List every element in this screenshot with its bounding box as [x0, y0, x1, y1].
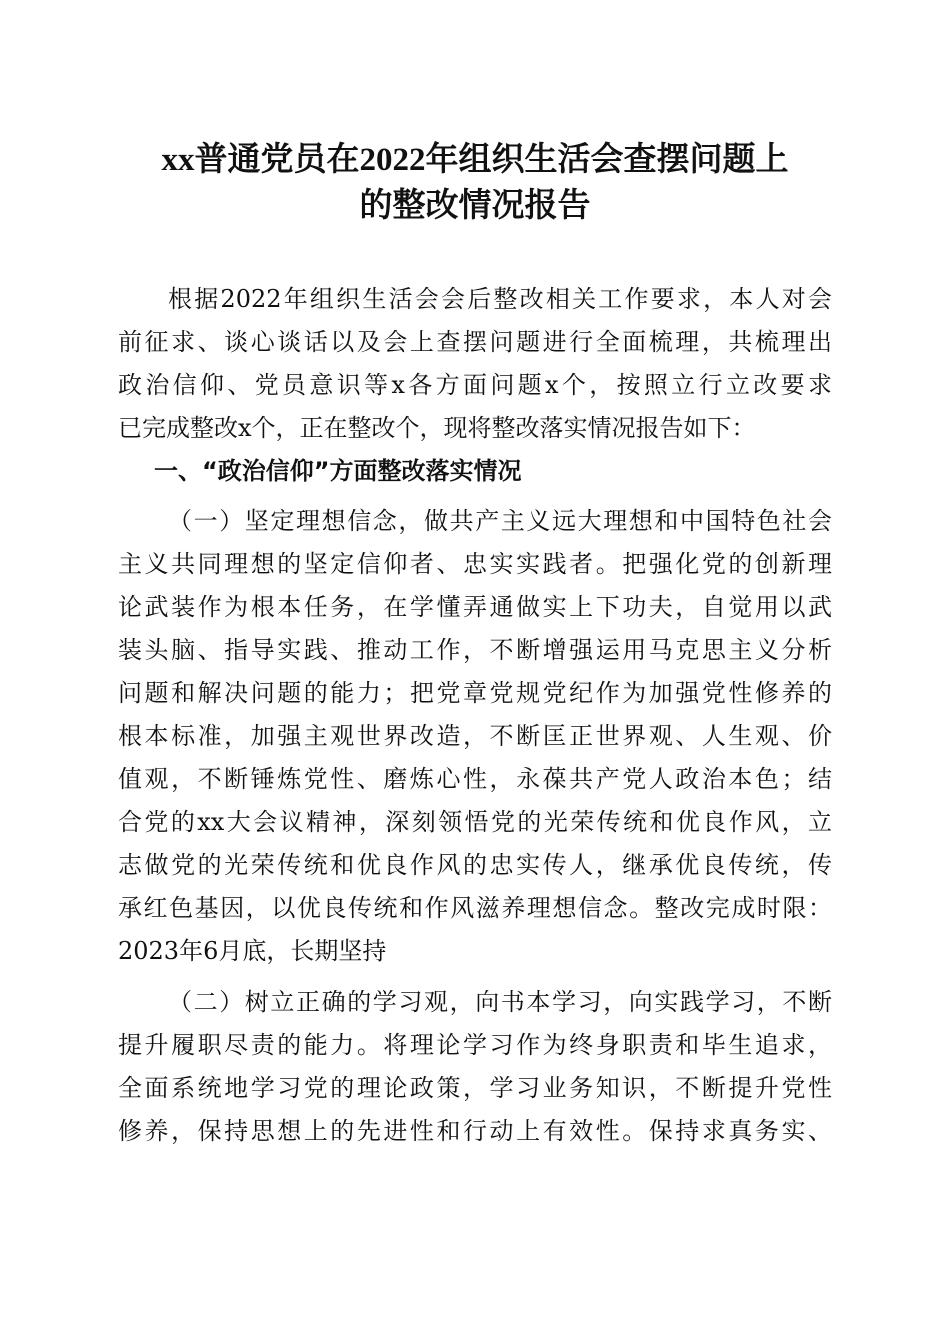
paragraph-line: 合党的xx大会议精神，深刻领悟党的光荣传统和优良作风，立 [118, 808, 832, 836]
paragraph-line: 政治信仰、党员意识等x各方面问题x个，按照立行立改要求 [118, 371, 832, 399]
intro-paragraph [118, 278, 832, 450]
paragraph-line: 承红色基因，以优良传统和作风滋养理想信念。整改完成时限： [118, 894, 832, 922]
paragraph-line: 论武装作为根本任务，在学懂弄通做实上下功夫，自觉用以武 [118, 593, 832, 621]
paragraph-line: 问题和解决问题的能力；把党章党规党纪作为加强党性修养的 [118, 679, 832, 707]
paragraph-line: 修养，保持思想上的先进性和行动上有效性。保持求真务实、 [118, 1117, 832, 1145]
document-title-line-2: 的整改情况报告 [359, 188, 591, 224]
document-title-line-1: xx普通党员在2022年组织生活会查摆问题上 [161, 142, 789, 178]
item-1-paragraph [118, 500, 832, 973]
section-heading: 一、“政治信仰”方面整改落实情况 [154, 457, 522, 485]
paragraph-line: 前征求、谈心谈话以及会上查摆问题进行全面梳理，共梳理出 [118, 328, 832, 356]
paragraph-line: 根据2022年组织生活会会后整改相关工作要求，本人对会 [168, 285, 832, 313]
item-2-paragraph [118, 981, 832, 1153]
document-body [118, 278, 832, 1153]
paragraph-line: 全面系统地学习党的理论政策，学习业务知识，不断提升党性 [118, 1074, 832, 1102]
paragraph-line: 2023年6月底，长期坚持 [118, 937, 387, 965]
paragraph-line: （一）坚定理想信念，做共产主义远大理想和中国特色社会 [168, 507, 832, 535]
paragraph-line: （二）树立正确的学习观，向书本学习，向实践学习，不断 [168, 988, 832, 1016]
paragraph-line: 提升履职尽责的能力。将理论学习作为终身职责和毕生追求， [118, 1031, 832, 1059]
paragraph-line: 根本标准，加强主观世界改造，不断匡正世界观、人生观、价 [118, 722, 832, 750]
paragraph-line: 志做党的光荣传统和优良作风的忠实传人，继承优良传统，传 [118, 851, 832, 879]
paragraph-line: 主义共同理想的坚定信仰者、忠实实践者。把强化党的创新理 [118, 550, 832, 578]
paragraph-line: 值观，不断锤炼党性、磨炼心性，永葆共产党人政治本色；结 [118, 765, 832, 793]
paragraph-line: 已完成整改x个，正在整改个，现将整改落实情况报告如下： [118, 414, 756, 442]
paragraph-line: 装头脑、指导实践、推动工作，不断增强运用马克思主义分析 [118, 636, 832, 664]
